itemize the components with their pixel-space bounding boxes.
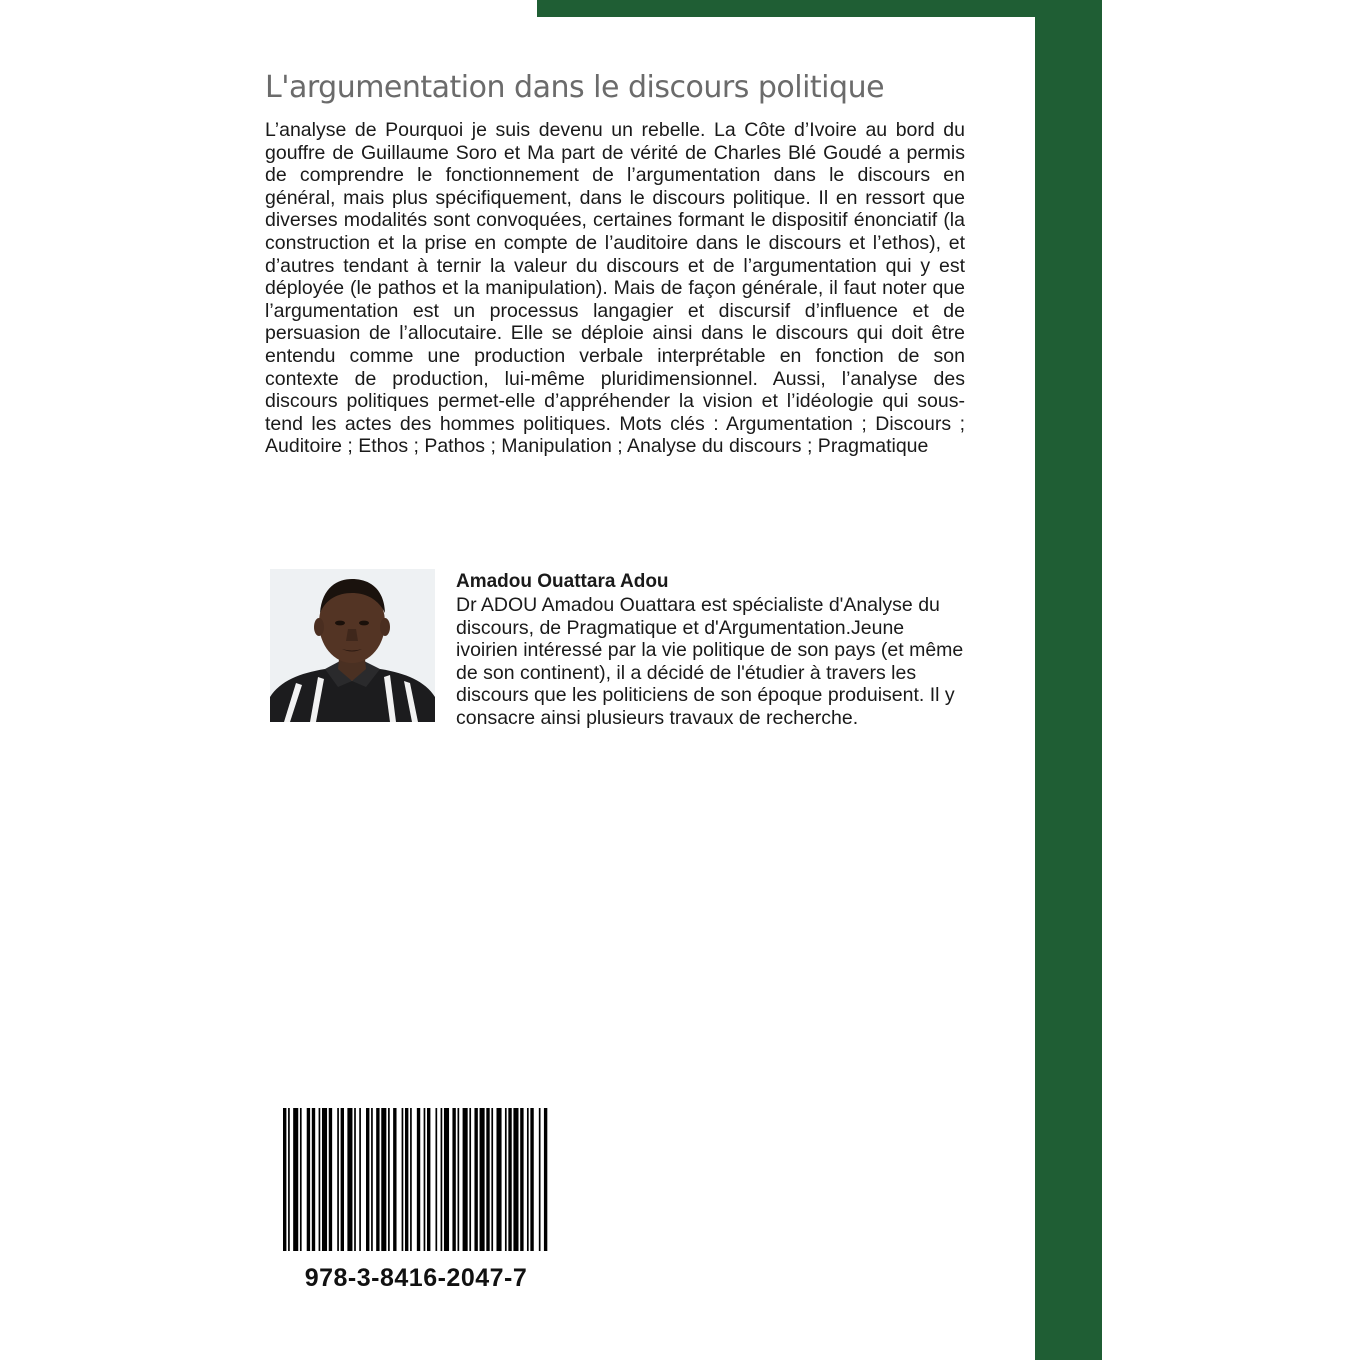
barcode-bar	[312, 1108, 315, 1251]
barcode-bar	[341, 1108, 344, 1251]
barcode-bar	[376, 1108, 379, 1251]
barcode-bar	[435, 1108, 437, 1251]
barcode-bar	[337, 1108, 339, 1251]
barcode-bar	[381, 1108, 386, 1251]
barcode-bar	[319, 1108, 321, 1251]
barcode-bar	[527, 1108, 529, 1251]
barcode-bar	[491, 1108, 493, 1251]
isbn-number: 978-3-8416-2047-7	[304, 1264, 528, 1292]
cover-green-spine-band	[1035, 0, 1102, 1360]
barcode-bar	[505, 1108, 507, 1251]
barcode-bar	[441, 1108, 443, 1251]
barcode-bar	[539, 1108, 541, 1251]
barcode-bar	[469, 1108, 471, 1251]
barcode-bar	[463, 1108, 468, 1251]
barcode-bar	[347, 1108, 352, 1251]
isbn-barcode	[283, 1108, 549, 1251]
barcode-bar	[354, 1108, 356, 1251]
barcode-bar	[496, 1108, 501, 1251]
barcode-bar	[371, 1108, 373, 1251]
barcode-bar	[417, 1108, 420, 1251]
barcode-bar	[480, 1108, 485, 1251]
author-portrait-image	[270, 569, 435, 722]
barcode-bar	[329, 1108, 332, 1251]
barcode-bar	[530, 1108, 533, 1251]
barcode-bar	[508, 1108, 511, 1251]
book-title: L'argumentation dans le discours politique	[265, 70, 885, 105]
barcode-bar	[359, 1108, 361, 1251]
barcode-bar	[307, 1108, 310, 1251]
book-abstract: L’analyse de Pourquoi je suis devenu un rebelle. La Côte d’Ivoire au bord du gouffre de Guillaume Soro et Ma part de vérité de Charles Blé Goudé a permis de comprendre le fonctionnement de l’argumentation dans le discours en général, mais plus spécifiquement, dans le discours politique. Il en ressort que diverses modalités sont convoquées, certaines formant le dispositif énonciatif (la construction et la prise en compte de l’auditoire dans le discours et l’ethos), et d’autres tendant à ternir la valeur du discours et de l’argumentation qui y est déployée (le pathos et la manipulation). Mais de façon générale, il faut noter que l’argumentation est un processus langagier et discursif d’influence et de persuasion de l’allocutaire. Elle se déploie ainsi dans le discours qui doit être entendu comme une production verbale interprétable en fonction de son contexte de production, lui-même pluridimensionnel. Aussi, l’analyse des discours politiques permet-elle d’appréhender la vision et l’idéologie qui sous-tend les actes des hommes politiques. Mots clés : Argumentation ; Discours ; Auditoire ; Ethos ; Pathos ; Manipulation ; Analyse du discours ; Pragmatique	[265, 119, 965, 458]
barcode-bar	[458, 1108, 460, 1251]
barcode-bar	[444, 1108, 449, 1251]
barcode-bar	[427, 1108, 430, 1251]
author-bio: Dr ADOU Amadou Ouattara est spécialiste d'Analyse du discours, de Pragmatique et d'Argumentation.Jeune ivoirien intéressé par la vie politique de son pays (et même de son continent), il a décidé de l'étudier à travers les discours que les politiciens de son époque produisent. Il y consacre ainsi plusieurs travaux de recherche.	[456, 594, 964, 729]
barcode-bar	[474, 1108, 477, 1251]
author-name: Amadou Ouattara Adou	[456, 571, 669, 592]
barcode-bar	[393, 1108, 396, 1251]
barcode-bar	[402, 1108, 404, 1251]
barcode-bar	[388, 1108, 390, 1251]
barcode-bar	[513, 1108, 518, 1251]
barcode-bar	[520, 1108, 523, 1251]
barcode-bar	[424, 1108, 426, 1251]
barcode-bar	[293, 1108, 298, 1251]
author-photo	[270, 569, 435, 722]
barcode-bar	[410, 1108, 412, 1251]
barcode-bar	[283, 1108, 286, 1251]
barcode-bar	[405, 1108, 408, 1251]
barcode-bar	[300, 1108, 302, 1251]
barcode-bar	[366, 1108, 369, 1251]
barcode-bar	[452, 1108, 455, 1251]
barcode-bar	[486, 1108, 489, 1251]
barcode-bar	[544, 1108, 547, 1251]
barcode-bar	[288, 1108, 290, 1251]
cover-green-top-band	[537, 0, 1102, 17]
barcode-bar	[322, 1108, 327, 1251]
